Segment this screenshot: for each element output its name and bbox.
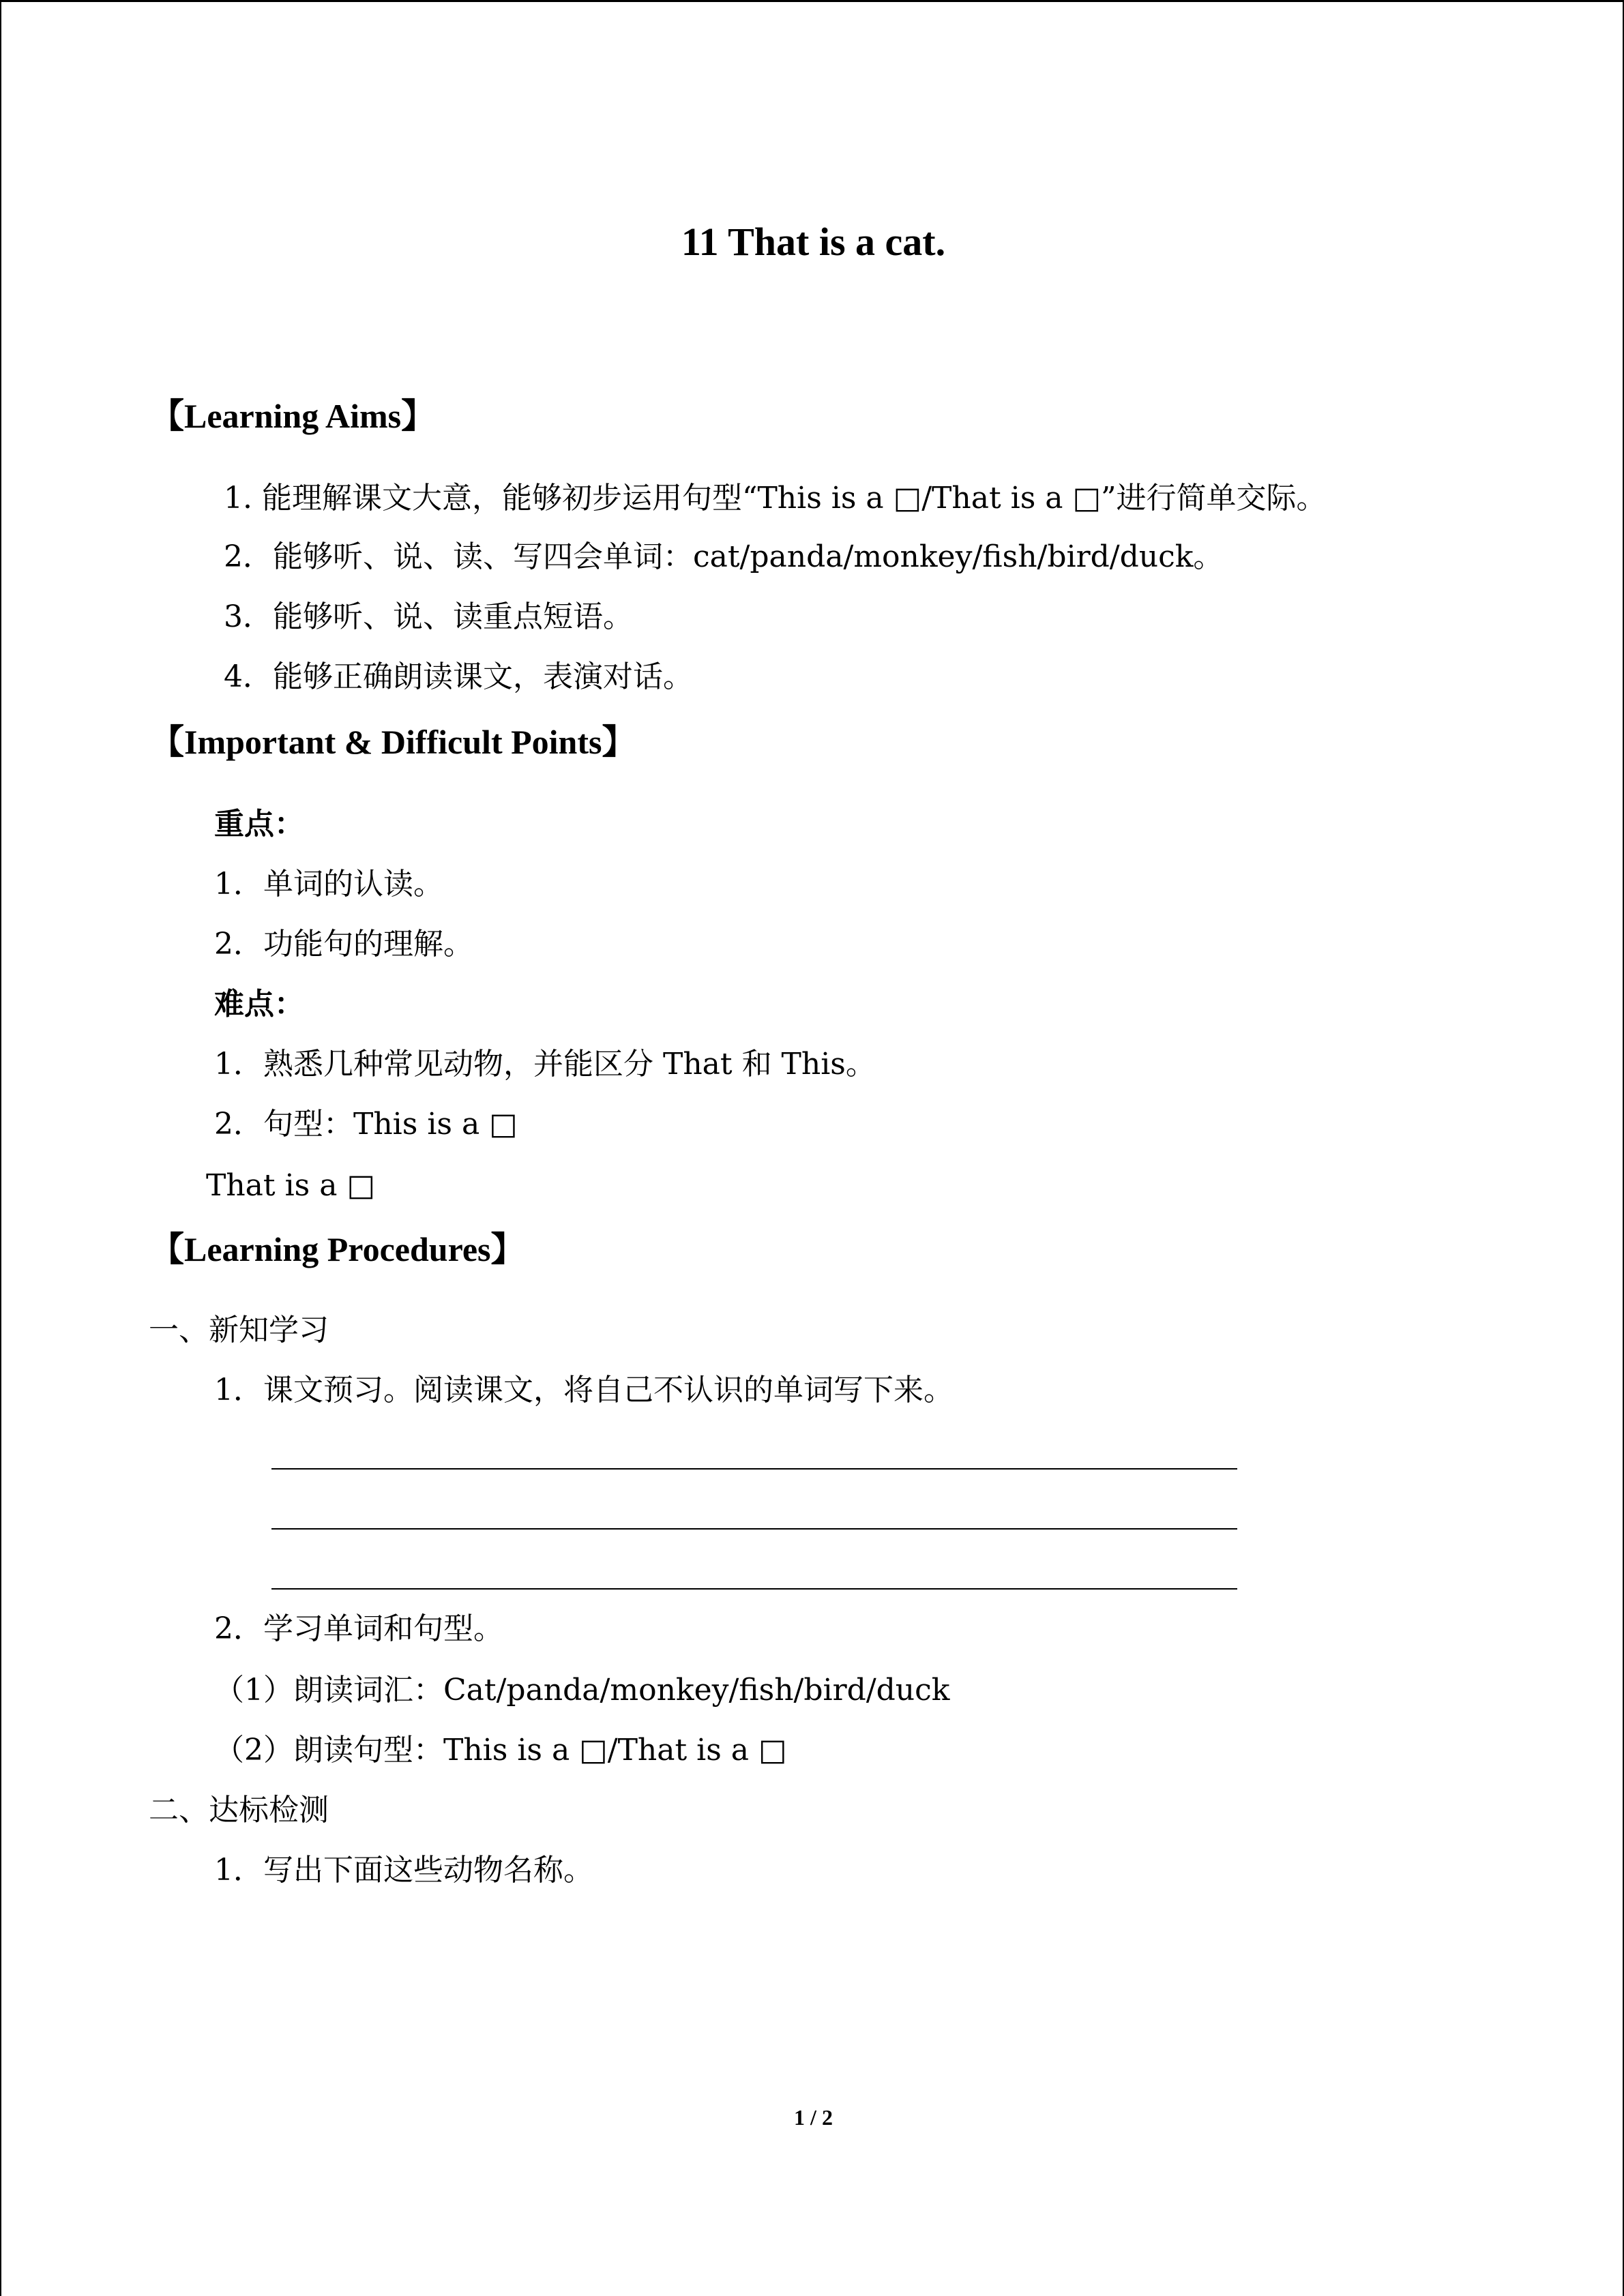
learning-aims-heading: 【Learning Aims】 [150, 397, 436, 435]
aim-item-3: 3．能够听、说、读重点短语。 [224, 599, 633, 634]
answer-line-2 [271, 1528, 1237, 1530]
part1-sub-2: （2）朗读句型：This is a □/That is a □ [214, 1733, 787, 1768]
key-point-item-1: 1．单词的认读。 [214, 867, 443, 901]
aim-item-1: 1. 能理解课文大意，能够初步运用句型“This is a □/That is a □”进行简单交际。 [224, 481, 1327, 516]
page-title: 11 That is a cat. [681, 220, 946, 264]
aim-item-4: 4．能够正确朗读课文，表演对话。 [224, 659, 693, 694]
points-heading: 【Important & Difficult Points】 [150, 723, 636, 761]
answer-line-3 [271, 1588, 1237, 1590]
key-points-label: 重点： [214, 807, 304, 841]
part2-item-1: 1．写出下面这些动物名称。 [214, 1853, 593, 1888]
page-number: 1 / 2 [794, 2105, 833, 2130]
part1-item-1: 1．课文预习。阅读课文，将自己不认识的单词写下来。 [214, 1373, 954, 1407]
aim-item-2: 2．能够听、说、读、写四会单词：cat/panda/monkey/fish/bird/duck。 [224, 539, 1224, 574]
key-point-item-2: 2．功能句的理解。 [214, 927, 473, 961]
part1-item-2: 2．学习单词和句型。 [214, 1611, 503, 1646]
part1-sub-1: （1）朗读词汇：Cat/panda/monkey/fish/bird/duck [214, 1673, 950, 1708]
difficult-point-item-1: 1．熟悉几种常见动物，并能区分 That 和 This。 [214, 1047, 876, 1082]
procedures-heading: 【Learning Procedures】 [150, 1230, 525, 1268]
part1-title: 一、新知学习 [149, 1313, 329, 1347]
answer-line-1 [271, 1468, 1237, 1470]
difficult-point-item-2: 2．句型：This is a □ [214, 1107, 518, 1142]
difficult-point-extra: That is a □ [206, 1168, 376, 1203]
difficult-points-label: 难点： [214, 987, 304, 1022]
part2-title: 二、达标检测 [149, 1793, 329, 1828]
